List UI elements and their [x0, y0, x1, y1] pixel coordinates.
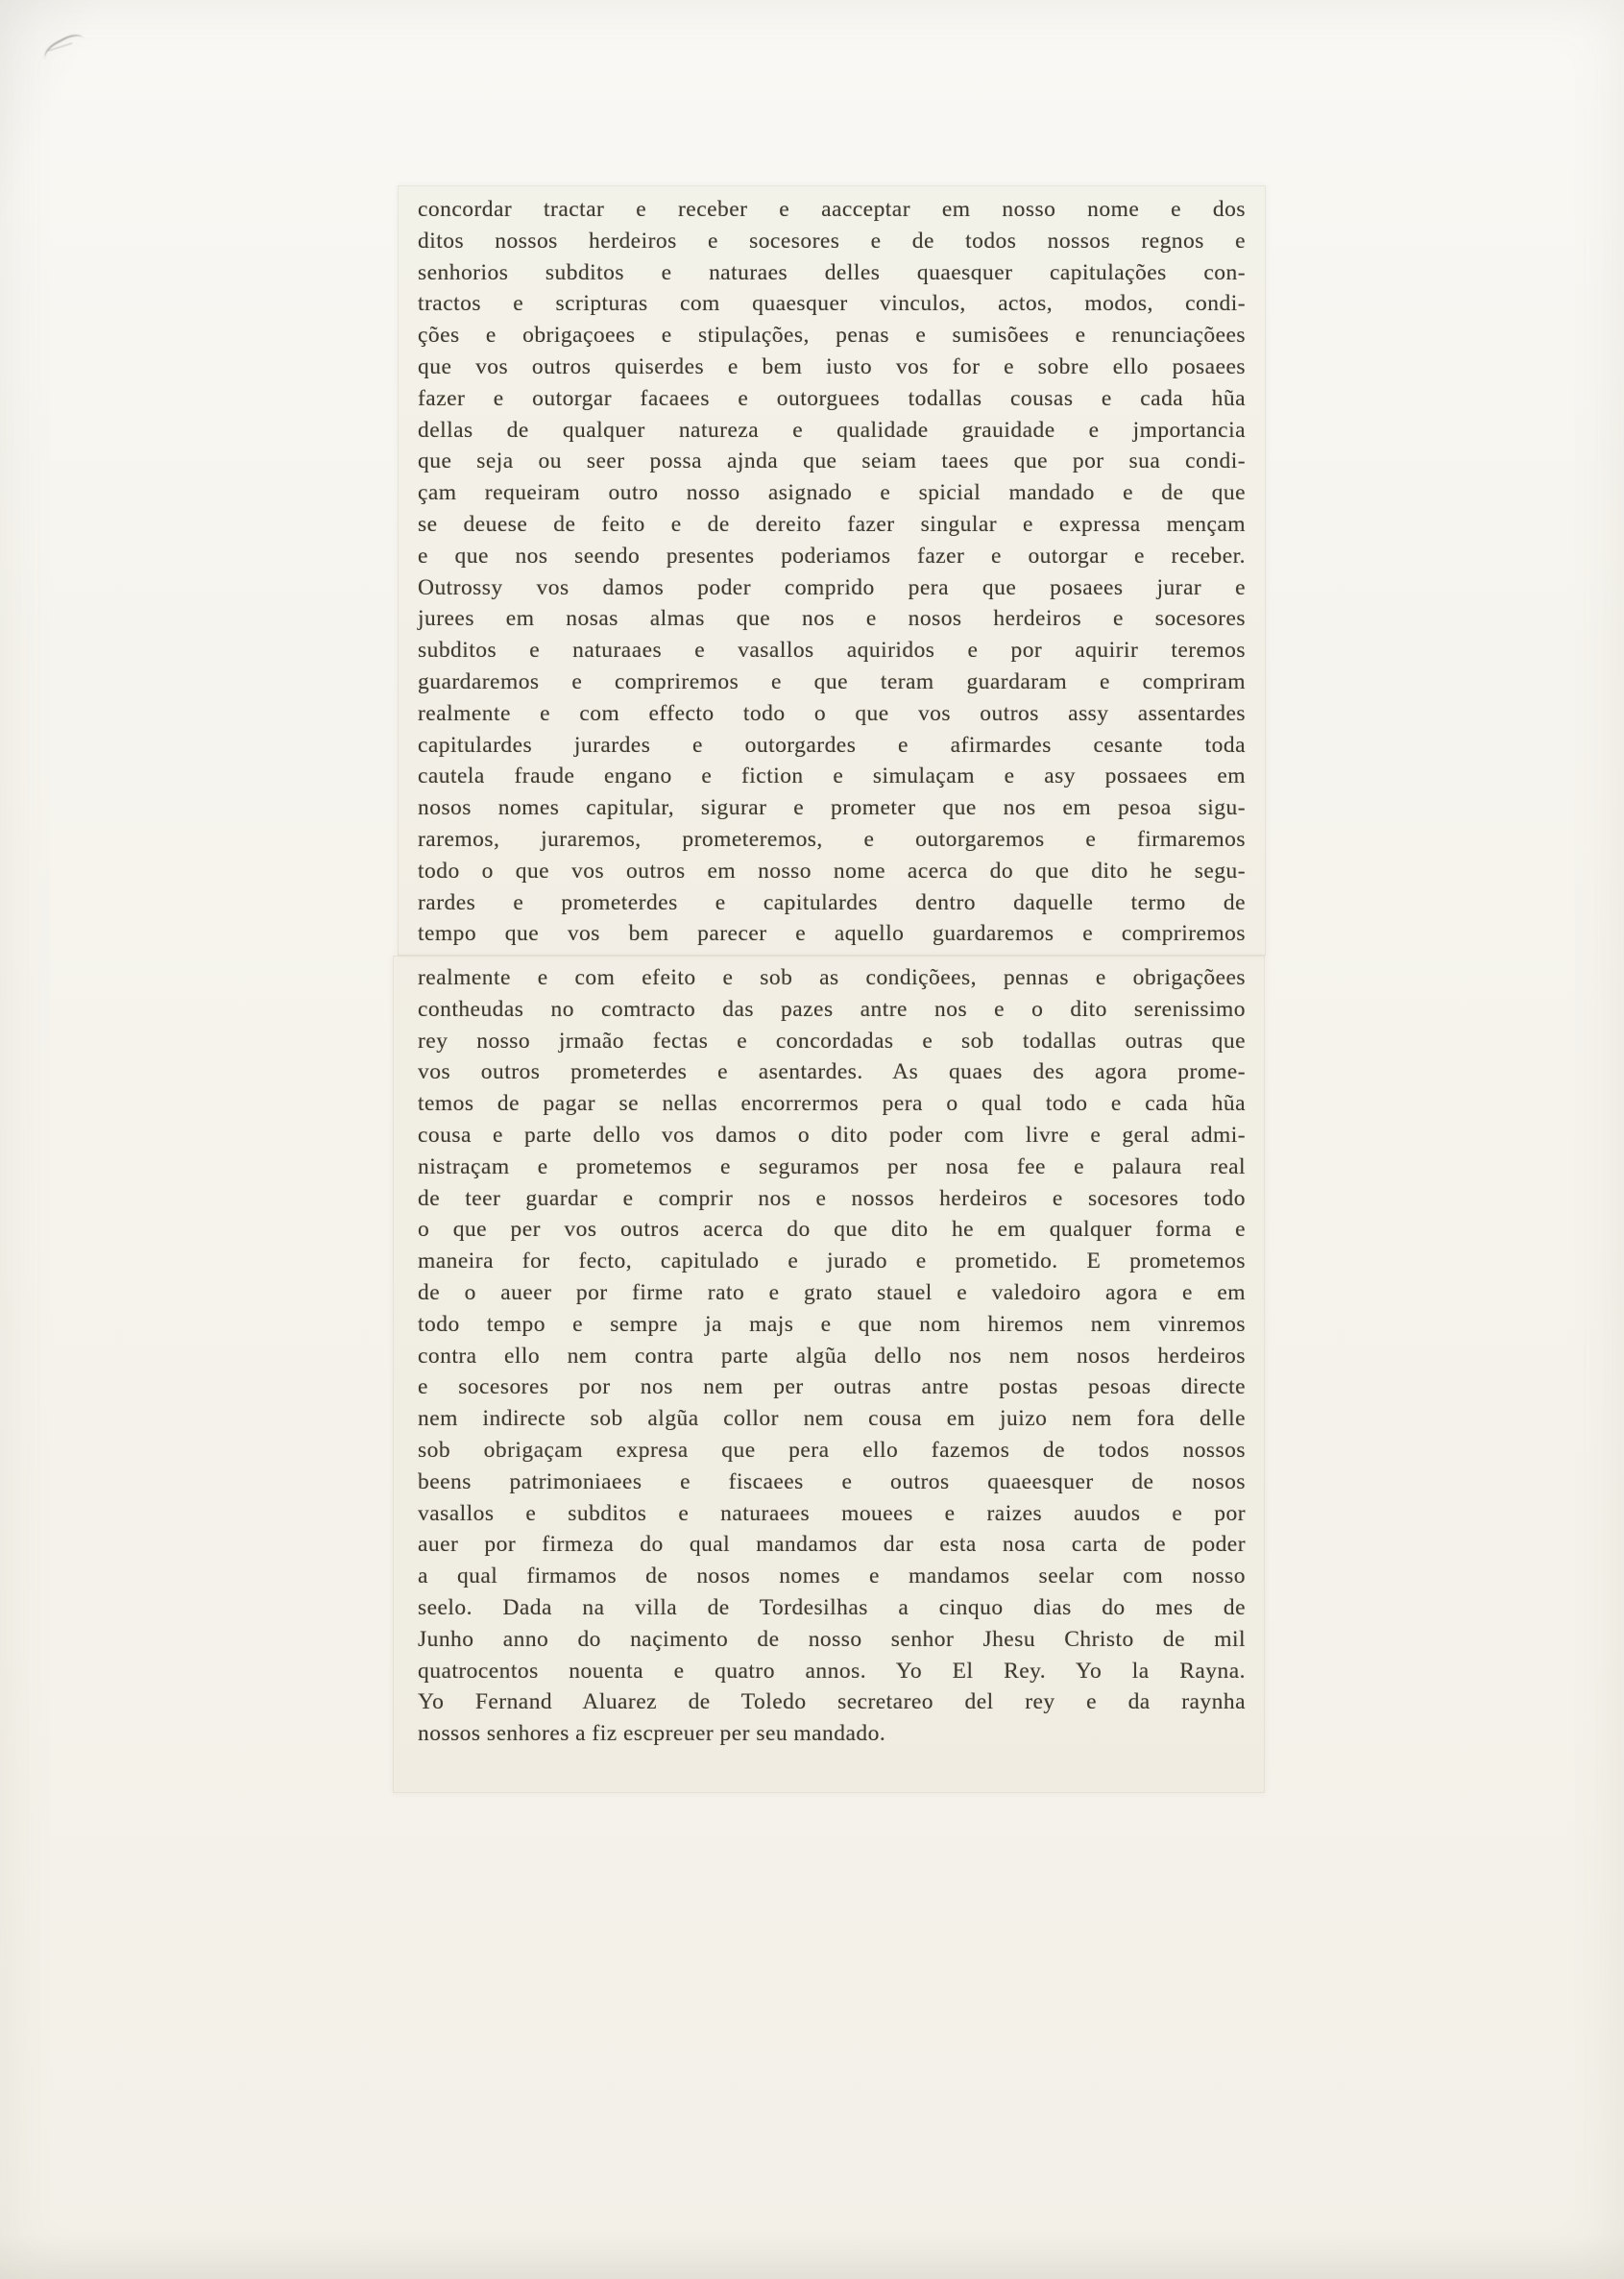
text-line: nem indirecte sob algũa collor nem cousa em juizo nem fora delle — [418, 1406, 1246, 1432]
text-line: todo o que vos outros em nosso nome acerca do que dito he segu- — [418, 858, 1246, 884]
text-line: de teer guardar e comprir nos e nossos herdeiros e socesores todo — [418, 1185, 1246, 1211]
upper-text-slip — [398, 185, 1266, 956]
text-line: todo tempo e sempre ja majs e que nom hiremos nem vinremos — [418, 1311, 1246, 1337]
text-line: realmente e com effecto todo o que vos outros assy assentardes — [418, 700, 1246, 726]
text-line: tractos e scripturas com quaesquer vinculos, actos, modos, condi- — [418, 291, 1246, 317]
text-line: e que nos seendo presentes poderiamos fazer e outorgar e receber. — [418, 543, 1246, 569]
text-line: seelo. Dada na villa de Tordesilhas a cinquo dias do mes de — [418, 1594, 1246, 1620]
text-line: vasallos e subditos e naturaees mouees e raizes auudos e por — [418, 1500, 1246, 1526]
text-line: beens patrimoniaees e fiscaees e outros quaeesquer de nosos — [418, 1468, 1246, 1494]
text-line: concordar tractar e receber e aacceptar em nosso nome e dos — [418, 197, 1246, 222]
text-line: se deuese de feito e de dereito fazer singular e expressa mençam — [418, 511, 1246, 537]
text-line: nosos nomes capitular, sigurar e prometer que nos em pesoa sigu- — [418, 795, 1246, 821]
paper-fold-mark — [40, 30, 92, 74]
text-line: capitulardes jurardes e outorgardes e afirmardes cesante toda — [418, 732, 1246, 758]
text-line: maneira for fecto, capitulado e jurado e prometido. E prometemos — [418, 1249, 1246, 1274]
text-line: sob obrigaçam expresa que pera ello fazemos de todos nossos — [418, 1437, 1246, 1463]
text-line: a qual firmamos de nosos nomes e mandamos seelar com nosso — [418, 1564, 1246, 1589]
text-line: temos de pagar se nellas encorrermos pera o qual todo e cada hũa — [418, 1091, 1246, 1117]
text-line: dellas de qualquer natureza e qualidade grauidade e jmportancia — [418, 417, 1246, 443]
text-line: cousa e parte dello vos damos o dito poder com livre e geral admi- — [418, 1122, 1246, 1148]
text-line: que seja ou seer possa ajnda que seiam taees que por sua condi- — [418, 449, 1246, 474]
text-line: contra ello nem contra parte algũa dello nos nem nosos herdeiros — [418, 1343, 1246, 1369]
text-line: jurees em nosas almas que nos e nosos herdeiros e socesores — [418, 606, 1246, 632]
text-line: quatrocentos nouenta e quatro annos. Yo El Rey. Yo la Rayna. — [418, 1658, 1246, 1684]
lower-text-slip — [393, 956, 1265, 1793]
text-line: nistraçam e prometemos e seguramos per nosa fee e palaura real — [418, 1153, 1246, 1179]
upper-text-block — [418, 194, 1246, 950]
text-line: cautela fraude engano e fiction e simulaçam e asy possaees em — [418, 764, 1246, 789]
text-line: auer por firmeza do qual mandamos dar esta nosa carta de poder — [418, 1532, 1246, 1558]
text-line: nossos senhores a fiz escpreuer per seu mandado. — [418, 1721, 886, 1747]
lower-text-block — [418, 962, 1246, 1750]
text-line: rey nosso jrmaão fectas e concordadas e sob todallas outras que — [418, 1028, 1246, 1054]
text-line: de o aueer por firme rato e grato stauel e valedoiro agora e em — [418, 1279, 1246, 1305]
text-line: que vos outros quiserdes e bem iusto vos for e sobre ello posaees — [418, 353, 1246, 379]
text-line: o que per vos outros acerca do que dito he em qualquer forma e — [418, 1217, 1246, 1243]
text-line: vos outros prometerdes e asentardes. As quaes des agora prome- — [418, 1059, 1246, 1085]
text-line: Yo Fernand Aluarez de Toledo secretareo del rey e da raynha — [418, 1689, 1246, 1715]
text-line: raremos, juraremos, prometeremos, e outorgaremos e firmaremos — [418, 826, 1246, 852]
text-line: contheudas no comtracto das pazes antre nos e o dito serenissimo — [418, 996, 1246, 1022]
text-line: realmente e com efeito e sob as condiçõees, pennas e obrigaçõees — [418, 965, 1246, 990]
text-line: tempo que vos bem parecer e aquello guardaremos e compriremos — [418, 921, 1246, 947]
text-line: Outrossy vos damos poder comprido pera que posaees jurar e — [418, 574, 1246, 600]
text-line: subditos e naturaaes e vasallos aquiridos e por aquirir teremos — [418, 638, 1246, 664]
text-line: Junho anno do naçimento de nosso senhor Jhesu Christo de mil — [418, 1626, 1246, 1652]
text-line: çam requeiram outro nosso asignado e spicial mandado e de que — [418, 480, 1246, 506]
text-line: guardaremos e compriremos e que teram guardaram e compriram — [418, 668, 1246, 694]
text-line: ditos nossos herdeiros e socesores e de todos nossos regnos e — [418, 228, 1246, 254]
text-line: e socesores por nos nem per outras antre postas pesoas directe — [418, 1374, 1246, 1400]
text-line: ções e obrigaçoees e stipulações, penas e sumisõees e renunciaçõees — [418, 323, 1246, 349]
text-line: fazer e outorgar facaees e outorguees todallas cousas e cada hũa — [418, 385, 1246, 411]
text-line: rardes e prometerdes e capitulardes dentro daquelle termo de — [418, 889, 1246, 915]
text-line: senhorios subditos e naturaes delles quaesquer capitulações con- — [418, 259, 1246, 285]
